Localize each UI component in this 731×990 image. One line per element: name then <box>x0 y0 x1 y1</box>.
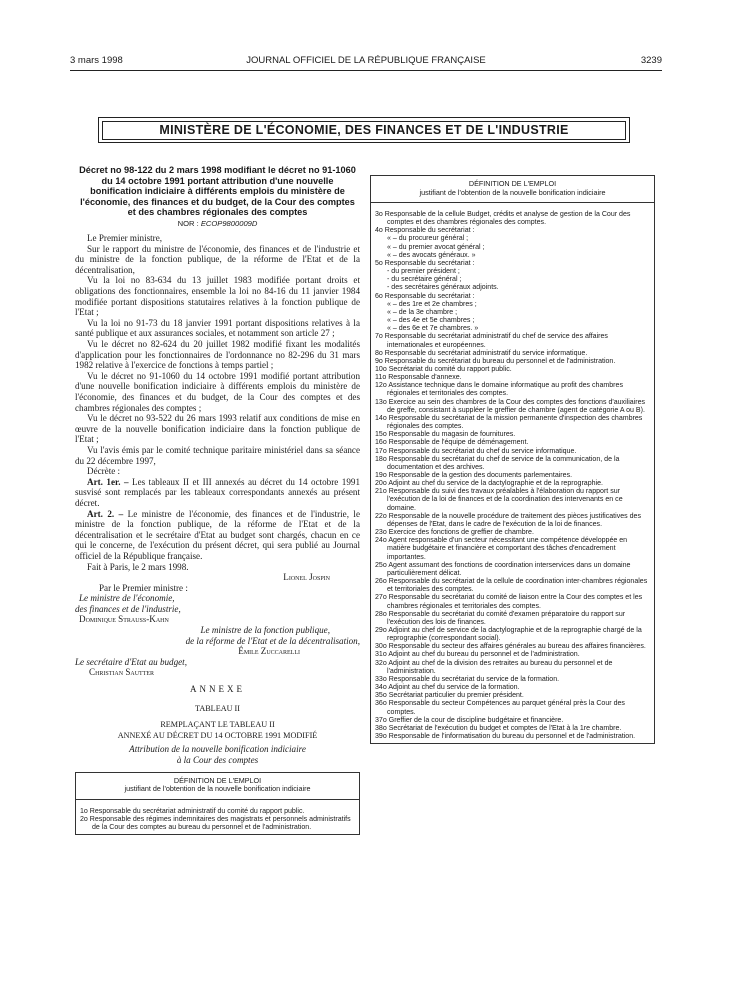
minister2-role-b: de la réforme de l'Etat et de la décentralisation, <box>185 635 360 646</box>
page-header <box>70 55 662 69</box>
definition-item: 5o Responsable du secrétariat : <box>375 259 475 267</box>
left-table-header-title: DÉFINITION DE L'EMPLOI <box>173 775 262 785</box>
definition-item: 10o Secrétariat du comité du rapport public. <box>375 365 512 373</box>
header-page-number: 3239 <box>640 55 662 66</box>
signer-pm: Lionel Jospin <box>283 572 330 583</box>
minister1-role-a: Le ministre de l'économie, <box>79 593 175 604</box>
preamble-paragraph: Vu la loi no 83-634 du 13 juillet 1983 modifiée portant droits et obligations des fonctionnaires, ensemble la loi no 84-16 du 11 janvier 1984 modifiée portant dispositions statutaires relatives à la fonction publique de l'Etat ; <box>75 275 360 318</box>
left-table-header-subtitle: justifiant de l'obtention de la nouvelle bonification indiciaire <box>124 784 311 794</box>
definition-item: 25o Agent assumant des fonctions de coordination interservices dans un domaine particulièrement délicat. <box>375 561 631 577</box>
header-journal: JOURNAL OFFICIEL DE LA RÉPUBLIQUE FRANÇAISE <box>246 55 486 66</box>
left-table-header <box>76 773 359 800</box>
definition-item: 23o Exercice des fonctions de greffier de chambre. <box>375 529 534 537</box>
definition-item: 33o Responsable du secrétariat du service de la formation. <box>375 675 560 683</box>
definition-sub-item: - du premier président ; <box>387 268 460 276</box>
definition-item: 30o Responsable du secteur des affaires générales au bureau des affaires financières. <box>375 643 646 651</box>
definition-item: 19o Responsable de la gestion des documents parlementaires. <box>375 472 573 479</box>
left-definition-table <box>75 772 360 835</box>
preamble-paragraph: Vu le décret no 82-624 du 20 juillet 1982 modifié fixant les modalités d'application pour les fonctionnaires de l'ordonnance no 82-296 du 31 mars 1982 relative à l'exercice de fonctions à temps partiel ; <box>75 339 360 371</box>
preamble-paragraph: Le Premier ministre, <box>87 233 163 244</box>
preamble-paragraph: Vu l'avis émis par le comité technique paritaire ministériel dans sa séance du 22 décembre 1997, <box>75 444 360 466</box>
right-table-header <box>371 176 654 203</box>
ministry-banner <box>98 117 630 143</box>
definition-item: 16o Responsable de l'équipe de déménagement. <box>375 439 529 447</box>
definition-sub-item: « – des 1re et 2e chambres ; <box>387 300 477 308</box>
definition-item: 17o Responsable du secrétariat du chef du service informatique. <box>375 447 577 455</box>
preamble-paragraph: Vu le décret no 93-522 du 26 mars 1993 relatif aux conditions de mise en œuvre de la nouvelle bonification indiciaire dans la fonction publique de l'Etat ; <box>75 413 360 445</box>
definition-item: 24o Agent responsable d'un secteur nécessitant une compétence développée en matière budgétaire et financière et comportant des tâches d'encadrement importantes. <box>375 537 628 561</box>
definition-item: 8o Responsable du secrétariat administratif du service informatique. <box>375 349 588 357</box>
minister2-role-a: Le ministre de la fonction publique, <box>200 625 330 636</box>
definition-item: 15o Responsable du magasin de fournitures. <box>375 431 516 439</box>
minister1-role-b: des finances et de l'industrie, <box>75 603 181 614</box>
ministry-title: MINISTÈRE DE L'ÉCONOMIE, DES FINANCES ET DE L'INDUSTRIE <box>102 121 626 140</box>
definition-item: 26o Responsable du secrétariat de la cellule de coordination inter-chambres régionales et territoriales des comptes. <box>375 578 648 594</box>
article-1 <box>75 477 360 509</box>
preamble-paragraph: Décrète : <box>87 466 121 477</box>
definition-item: 35o Secrétariat particulier du premier président. <box>375 692 524 700</box>
right-column <box>370 175 655 744</box>
decree-preamble <box>75 233 360 477</box>
definition-sub-item: « – des 6e et 7e chambres. » <box>387 325 479 333</box>
decree-title: Décret no 98-122 du 2 mars 1998 modifiant le décret no 91-1060 du 14 octobre 1991 portant attribution d'une nouvelle bonification indiciaire à différents emplois du ministère de l'économie, des finances et du budget, de la Cour des comptes et des chambres régionales des comptes <box>79 165 356 217</box>
definition-item: 31o Adjoint au chef du bureau du personnel et de l'administration. <box>375 651 580 659</box>
definition-item: 3o Responsable de la cellule Budget, crédits et analyse de gestion de la Cour des comptes et des chambres régionales des comptes. <box>375 211 631 227</box>
preamble-paragraph: Vu la loi no 91-73 du 18 janvier 1991 portant dispositions relatives à la santé publique et aux assurances sociales, et notamment son article 27 ; <box>75 317 360 339</box>
definition-item: 38o Secrétariat de l'exécution du budget et comptes de l'Etat à la 1re chambre. <box>375 724 622 732</box>
article-1-text: Les tableaux II et III annexés au décret du 14 octobre 1991 susvisé sont remplacés par les tableaux correspondants annexés au présent décret. <box>75 476 360 508</box>
definition-item: 27o Responsable du secrétariat du comité de liaison entre la Cour des comptes et les chambres régionales et territoriales des comptes. <box>375 594 643 610</box>
by-pm: Par le Premier ministre : <box>99 582 188 593</box>
definition-sub-item: « – de la 3e chambre ; <box>387 308 458 316</box>
left-column <box>75 165 360 835</box>
right-definition-table <box>370 175 655 744</box>
right-table-header-title: DÉFINITION DE L'EMPLOI <box>468 179 557 188</box>
definition-item: 4o Responsable du secrétariat : <box>375 227 475 235</box>
definition-item: 36o Responsable du secteur Compétences au parquet général près la Cour des comptes. <box>375 700 625 716</box>
header-date: 3 mars 1998 <box>70 55 123 66</box>
definition-item: 18o Responsable du secrétariat du chef de service de la communication, de la documentation et des archives. <box>375 455 620 471</box>
definition-sub-item: « – des 4e et 5e chambres ; <box>387 317 475 325</box>
done-at: Fait à Paris, le 2 mars 1998. <box>87 561 189 572</box>
preamble-paragraph: Vu le décret no 91-1060 du 14 octobre 1991 modifié portant attribution d'une nouvelle bonification indiciaire à différents emplois du ministère de l'économie, des finances et du budget, de la Cour des comptes et des chambres régionales des comptes ; <box>75 370 360 413</box>
nor-code: ECOP9800009D <box>200 218 258 228</box>
minister2-name: Émile Zuccarelli <box>238 646 300 657</box>
remplacant-line: REMPLAÇANT LE TABLEAU II <box>160 720 275 730</box>
definition-item: 13o Exercice au sein des chambres de la Cour des comptes des fonctions d'auxiliaires de greffe, consistant à suppléer le greffier de chambre (agent de catégorie A ou B). <box>375 398 646 414</box>
article-2 <box>75 509 360 562</box>
attribution-line-b: à la Cour des comptes <box>176 755 259 765</box>
minister3-name: Christian Sautter <box>89 667 155 678</box>
preamble-paragraph: Sur le rapport du ministre de l'économie, des finances et de l'industrie et du ministre de la fonction publique, de la réforme de l'Etat et de la décentralisation, <box>75 243 360 275</box>
definition-item: 22o Responsable de la nouvelle procédure de traitement des pièces justificatives des dépenses de l'Etat, dans le cadre de l'exécution de la loi de finances. <box>375 512 641 528</box>
definition-item: 39o Responsable de l'informatisation du bureau du personnel et de l'administration. <box>375 733 636 740</box>
definition-sub-item: « – du premier avocat général ; <box>387 243 485 251</box>
definition-item: 14o Responsable du secrétariat de la mission permanente d'inspection des chambres régionales des comptes. <box>375 414 643 431</box>
article-2-label: Art. 2. – <box>87 508 124 519</box>
definition-item: 29o Adjoint au chef de service de la dactylographie et de la reprographie chargé de la reprographie (correspondant social). <box>375 626 642 643</box>
definition-item: 21o Responsable du suivi des travaux préalables à l'élaboration du rapport sur l'exécution de la loi de finances et de la coordination des intervenants en ce domaine. <box>375 488 623 512</box>
annexe-title: ANNEXE <box>190 684 245 695</box>
article-1-label: Art. 1er. – <box>87 476 129 487</box>
definition-item: 11o Responsable d'annexe. <box>375 374 462 382</box>
article-2-text: Le ministre de l'économie, des finances et de l'industrie, le ministre de la fonction publique, de la réforme de l'Etat et de la décentralisation et le secrétaire d'Etat au budget sont chargés, chacun en ce qui le concerne, de l'exécution du présent décret, qui sera publié au Journal officiel de la République française. <box>75 508 360 561</box>
definition-item: 1o Responsable du secrétariat administratif du comité du rapport public. <box>80 807 305 815</box>
annexe-au-line: ANNEXÉ AU DÉCRET DU 14 OCTOBRE 1991 MODIFIÉ <box>117 730 318 740</box>
definition-item: 32o Adjoint au chef de la division des retraites au bureau du personnel et de l'administration. <box>375 659 613 675</box>
attribution-line-a: Attribution de la nouvelle bonification indiciaire <box>129 744 306 755</box>
left-table-body <box>76 800 359 834</box>
minister3-role: Le secrétaire d'Etat au budget, <box>75 656 187 667</box>
minister1-name: Dominique Strauss-Kahn <box>79 614 169 625</box>
definition-item: 2o Responsable des régimes indemnitaires des magistrats et personnels administratifs de la Cour des comptes au bureau du personnel et de l'administration. <box>80 815 351 831</box>
definition-item: 37o Greffier de la cour de discipline budgétaire et financière. <box>375 716 564 724</box>
definition-item: 9o Responsable du secrétariat du bureau du personnel et de l'administration. <box>375 357 616 365</box>
definition-sub-item: - du secrétaire général ; <box>387 276 462 284</box>
definition-sub-item: « – du procureur général ; <box>387 235 469 243</box>
header-rule <box>70 70 662 71</box>
definition-sub-item: - des secrétaires généraux adjoints. <box>387 284 499 292</box>
definition-item: 6o Responsable du secrétariat : <box>375 292 475 300</box>
right-table-header-subtitle: justifiant de l'obtention de la nouvelle bonification indiciaire <box>419 187 606 197</box>
nor-reference <box>75 219 360 230</box>
definition-item: 12o Assistance technique dans le domaine informatique au profit des chambres régionales et territoriales des comptes. <box>375 382 623 398</box>
tableau-title: TABLEAU II <box>194 703 241 713</box>
definition-item: 34o Adjoint au chef du service de la formation. <box>375 684 520 692</box>
right-table-body <box>371 203 654 743</box>
definition-item: 28o Responsable du secrétariat du comité d'examen préparatoire du rapport sur l'exécution des lois de finances. <box>375 610 626 626</box>
definition-sub-item: « – des avocats généraux. » <box>387 251 476 259</box>
definition-item: 7o Responsable du secrétariat administratif du chef de service des affaires internationales et européennes. <box>375 333 608 349</box>
definition-item: 20o Adjoint au chef du service de la dactylographie et de la reprographie. <box>375 480 604 488</box>
nor-label: NOR : <box>177 218 201 228</box>
